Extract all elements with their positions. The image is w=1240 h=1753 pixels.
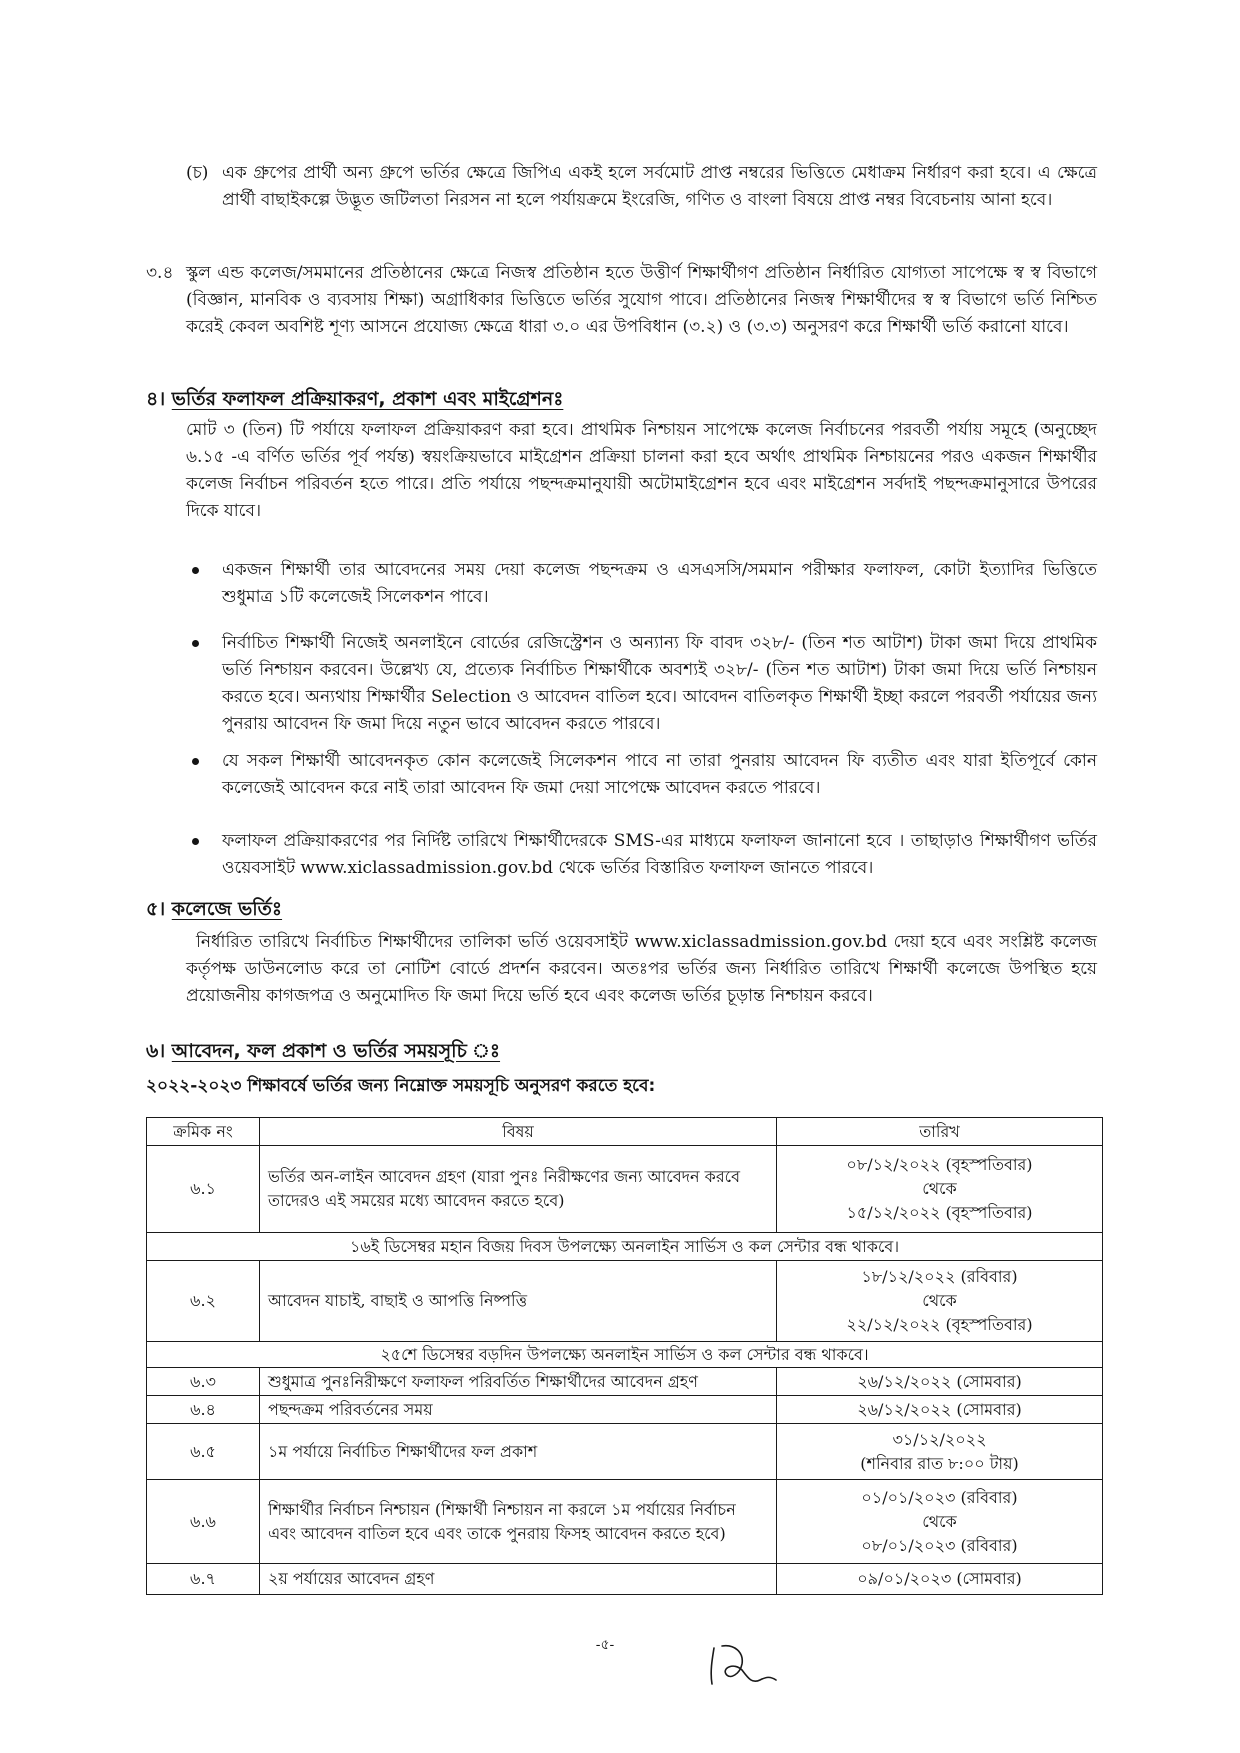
date-cell — [777, 1564, 1103, 1595]
table-row — [147, 1564, 1103, 1595]
list-item-text: যে সকল শিক্ষার্থী আবেদনকৃত কোন কলেজেই সিলেকশন পাবে না তারা পুনরায় আবেদন ফি ব্যতীত এবং যারা ইতিপূর্বে কোন কলেজেই আবেদন করে নাই তারা আবেদন ফি জমা দেয়া সাপেক্ষে আবেদন করতে পারবে। — [222, 751, 1097, 798]
column-header-serial: ক্রমিক নং — [147, 1118, 260, 1146]
date-line: ২৬/১২/২০২২ (সোমবার) — [857, 1399, 1022, 1419]
list-item-text: নির্বাচিত শিক্ষার্থী নিজেই অনলাইনে বোর্ডের রেজিস্ট্রেশন ও অন্যান্য ফি বাবদ ৩২৮/- (তিন শত আটাশ) টাকা জমা দিয়ে প্রাথমিক ভর্তি নিশ্চায়ন করবেন। উল্লেখ্য যে, প্রত্যেক নির্বাচিত শিক্ষার্থীকে অবশ্যই ৩২৮/- (তিন শত আটাশ) টাকা জমা দিয়ে ভর্তি নিশ্চায়ন করতে হবে। অন্যথায় শিক্ষার্থীর Selection ও আবেদন বাতিল হবে। আবেদন বাতিলকৃত শিক্ষার্থী ইচ্ছা করলে পরবর্তী পর্যায়ের জন্য পুনরায় আবেদন ফি জমা দিয়ে নতুন ভাবে আবেদন করতে পারবে। — [222, 633, 1097, 734]
table-row — [147, 1424, 1103, 1480]
date-line: ০৮/০১/২০২৩ (রবিবার) — [861, 1535, 1018, 1555]
list-item-text: ফলাফল প্রক্রিয়াকরণের পর নির্দিষ্ট তারিখে শিক্ষার্থীদেরকে SMS-এর মাধ্যমে ফলাফল জানানো হবে । তাছাড়াও শিক্ষার্থীগণ ভর্তির ওয়েবসাইট www.xiclassadmission.gov.bd থেকে ভর্তির বিস্তারিত ফলাফল জানতে পারবে। — [222, 831, 1097, 878]
date-cell — [777, 1368, 1103, 1396]
column-header-subject: বিষয় — [260, 1118, 777, 1146]
serial-cell: ৬.৫ — [147, 1424, 260, 1480]
date-line: ১৮/১২/২০২২ (রবিবার) — [861, 1267, 1018, 1286]
section-4-heading — [146, 385, 563, 413]
date-line: ০৮/১২/২০২২ (বৃহস্পতিবার) — [846, 1155, 1033, 1174]
list-item — [222, 828, 1097, 882]
date-cell — [777, 1424, 1103, 1480]
date-line: থেকে — [922, 1179, 957, 1198]
table-row — [147, 1480, 1103, 1564]
date-line: ০৯/০১/২০২৩ (সোমবার) — [857, 1569, 1022, 1588]
table-row — [147, 1146, 1103, 1233]
clause-label: ৩.৪ — [146, 263, 174, 283]
date-cell — [777, 1480, 1103, 1564]
section-title: কলেজে ভর্তিঃ — [171, 898, 283, 920]
clause-label: (চ) — [186, 163, 209, 183]
date-line: ২৬/১২/২০২২ (সোমবার) — [857, 1371, 1022, 1391]
table-note-row — [147, 1342, 1103, 1368]
list-item — [222, 557, 1097, 611]
subject-cell: শুধুমাত্র পুনঃনিরীক্ষণে ফলাফল পরিবর্তিত শিক্ষার্থীদের আবেদন গ্রহণ — [260, 1368, 777, 1396]
date-line: থেকে — [922, 1291, 957, 1310]
bullet-icon — [192, 640, 199, 647]
bullet-icon — [192, 567, 199, 574]
section-number: ৬। — [146, 1040, 166, 1062]
bullet-icon — [192, 758, 199, 765]
bullet-icon — [192, 838, 199, 845]
serial-cell: ৬.৬ — [147, 1480, 260, 1564]
section-5-text: নির্ধারিত তারিখে নির্বাচিত শিক্ষার্থীদের তালিকা ভর্তি ওয়েবসাইট www.xiclassadmission.gov.bd দেয়া হবে এবং সংশ্লিষ্ট কলেজ কর্তৃপক্ষ ডাউনলোড করে তা নোটিশ বোর্ডে প্রদর্শন করবেন। অতঃপর ভর্তির জন্য নির্ধারিত তারিখে শিক্ষার্থী কলেজে উপস্থিত হয়ে প্রয়োজনীয় কাগজপত্র ও অনুমোদিত ফি জমা দিয়ে ভর্তি হবে এবং কলেজ ভর্তির চূড়ান্ত নিশ্চায়ন করবে। — [186, 932, 1097, 1006]
clause-text: স্কুল এন্ড কলেজ/সমমানের প্রতিষ্ঠানের ক্ষেত্রে নিজস্ব প্রতিষ্ঠান হতে উত্তীর্ণ শিক্ষার্থীগণ প্রতিষ্ঠান নির্ধারিত যোগ্যতা সাপেক্ষে স্ব স্ব বিভাগে (বিজ্ঞান, মানবিক ও ব্যবসায় শিক্ষা) অগ্রাধিকার ভিত্তিতে ভর্তির সুযোগ পাবে। প্রতিষ্ঠানের নিজস্ব শিক্ষার্থীদের স্ব স্ব বিভাগে ভর্তি নিশ্চিত করেই কেবল অবশিষ্ট শূণ্য আসনে প্রযোজ্য ক্ষেত্রে ধারা ৩.০ এর উপবিধান (৩.২) ও (৩.৩) অনুসরণ করে শিক্ষার্থী ভর্তি করানো যাবে। — [186, 263, 1097, 337]
clause-cha — [186, 160, 1097, 214]
schedule-table — [146, 1117, 1103, 1595]
list-item-text: একজন শিক্ষার্থী তার আবেদনের সময় দেয়া কলেজ পছন্দক্রম ও এসএসসি/সমমান পরীক্ষার ফলাফল, কোটা ইত্যাদির ভিত্তিতে শুধুমাত্র ১টি কলেজেই সিলেকশন পাবে। — [222, 560, 1097, 607]
clause-text: এক গ্রুপের প্রার্থী অন্য গ্রুপে ভর্তির ক্ষেত্রে জিপিএ একই হলে সর্বমোট প্রাপ্ত নম্বরের ভিত্তিতে মেধাক্রম নির্ধারণ করা হবে। এ ক্ষেত্রে প্রার্থী বাছাইকল্পে উদ্ভূত জটিলতা নিরসন না হলে পর্যায়ক্রমে ইংরেজি, গণিত ও বাংলা বিষয়ে প্রাপ্ত নম্বর বিবেচনায় আনা হবে। — [222, 163, 1097, 210]
page-number: -৫- — [595, 1637, 615, 1653]
subject-cell: পছন্দক্রম পরিবর্তনের সময় — [260, 1396, 777, 1424]
serial-cell: ৬.৩ — [147, 1368, 260, 1396]
section-4-intro: মোট ৩ (তিন) টি পর্যায়ে ফলাফল প্রক্রিয়াকরণ করা হবে। প্রাথমিক নিশ্চায়ন সাপেক্ষে কলেজ নির্বাচনের পরবর্তী পর্যায় সমূহে (অনুচ্ছেদ ৬.১৫ -এ বর্ণিত ভর্তির পূর্ব পর্যন্ত) স্বয়ংক্রিয়ভাবে মাইগ্রেশন প্রক্রিয়া চালনা করা হবে অর্থাৎ প্রাথমিক নিশ্চায়নের পরও একজন শিক্ষার্থীর কলেজ নির্বাচন পরিবর্তন হতে পারে। প্রতি পর্যায়ে পছন্দক্রমানুযায়ী অটোমাইগ্রেশন হবে এবং মাইগ্রেশন সর্বদাই পছন্দক্রমানুসারে উপরের দিকে যাবে। — [186, 420, 1097, 521]
column-header-date: তারিখ — [777, 1118, 1103, 1146]
clause-3-4 — [146, 260, 1097, 341]
signature — [700, 1640, 780, 1692]
section-6-heading — [146, 1037, 500, 1065]
list-item — [222, 630, 1097, 738]
date-line: ৩১/১২/২০২২ — [892, 1429, 987, 1449]
schedule-subtitle: ২০২২-২০২৩ শিক্ষাবর্ষে ভর্তির জন্য নিম্নোক্ত সময়সূচি অনুসরণ করতে হবে: — [146, 1076, 656, 1096]
section-number: ৫। — [146, 898, 166, 920]
subject-cell: ২য় পর্যায়ের আবেদন গ্রহণ — [260, 1564, 777, 1595]
date-cell — [777, 1261, 1103, 1342]
subject-cell: আবেদন যাচাই, বাছাই ও আপত্তি নিষ্পত্তি — [260, 1261, 777, 1342]
date-line: (শনিবার রাত ৮:০০ টায়) — [860, 1453, 1019, 1473]
date-line: ০১/০১/২০২৩ (রবিবার) — [861, 1487, 1018, 1507]
note-cell: ১৬ই ডিসেম্বর মহান বিজয় দিবস উপলক্ষ্যে অনলাইন সার্ভিস ও কল সেন্টার বন্ধ থাকবে। — [147, 1233, 1103, 1261]
section-title: আবেদন, ফল প্রকাশ ও ভর্তির সময়সূচি ঃ — [171, 1040, 501, 1062]
subject-cell: শিক্ষার্থীর নির্বাচন নিশ্চায়ন (শিক্ষার্থী নিশ্চায়ন না করলে ১ম পর্যায়ের নির্বাচন এবং আবেদন বাতিল হবে এবং তাকে পুনরায় ফিসহ আবেদন করতে হবে) — [260, 1480, 777, 1564]
table-header-row — [147, 1118, 1103, 1146]
date-cell — [777, 1146, 1103, 1233]
serial-cell: ৬.৪ — [147, 1396, 260, 1424]
section-number: ৪। — [146, 388, 166, 410]
table-row — [147, 1261, 1103, 1342]
date-line: থেকে — [922, 1511, 957, 1531]
section-title: ভর্তির ফলাফল প্রক্রিয়াকরণ, প্রকাশ এবং মাইগ্রেশনঃ — [171, 388, 564, 410]
date-cell — [777, 1396, 1103, 1424]
table-note-row — [147, 1233, 1103, 1261]
section-5-heading — [146, 895, 282, 923]
date-line: ২২/১২/২০২২ (বৃহস্পতিবার) — [846, 1315, 1033, 1334]
table-row — [147, 1368, 1103, 1396]
serial-cell: ৬.২ — [147, 1261, 260, 1342]
date-line: ১৫/১২/২০২২ (বৃহস্পতিবার) — [846, 1203, 1033, 1222]
serial-cell: ৬.৭ — [147, 1564, 260, 1595]
subject-cell: ভর্তির অন-লাইন আবেদন গ্রহণ (যারা পুনঃ নিরীক্ষণের জন্য আবেদন করবে তাদেরও এই সময়ের মধ্যে আবেদন করতে হবে) — [260, 1146, 777, 1233]
table-row — [147, 1396, 1103, 1424]
list-item — [222, 748, 1097, 802]
note-cell: ২৫শে ডিসেম্বর বড়দিন উপলক্ষ্যে অনলাইন সার্ভিস ও কল সেন্টার বন্ধ থাকবে। — [147, 1342, 1103, 1368]
serial-cell: ৬.১ — [147, 1146, 260, 1233]
subject-cell: ১ম পর্যায়ে নির্বাচিত শিক্ষার্থীদের ফল প্রকাশ — [260, 1424, 777, 1480]
